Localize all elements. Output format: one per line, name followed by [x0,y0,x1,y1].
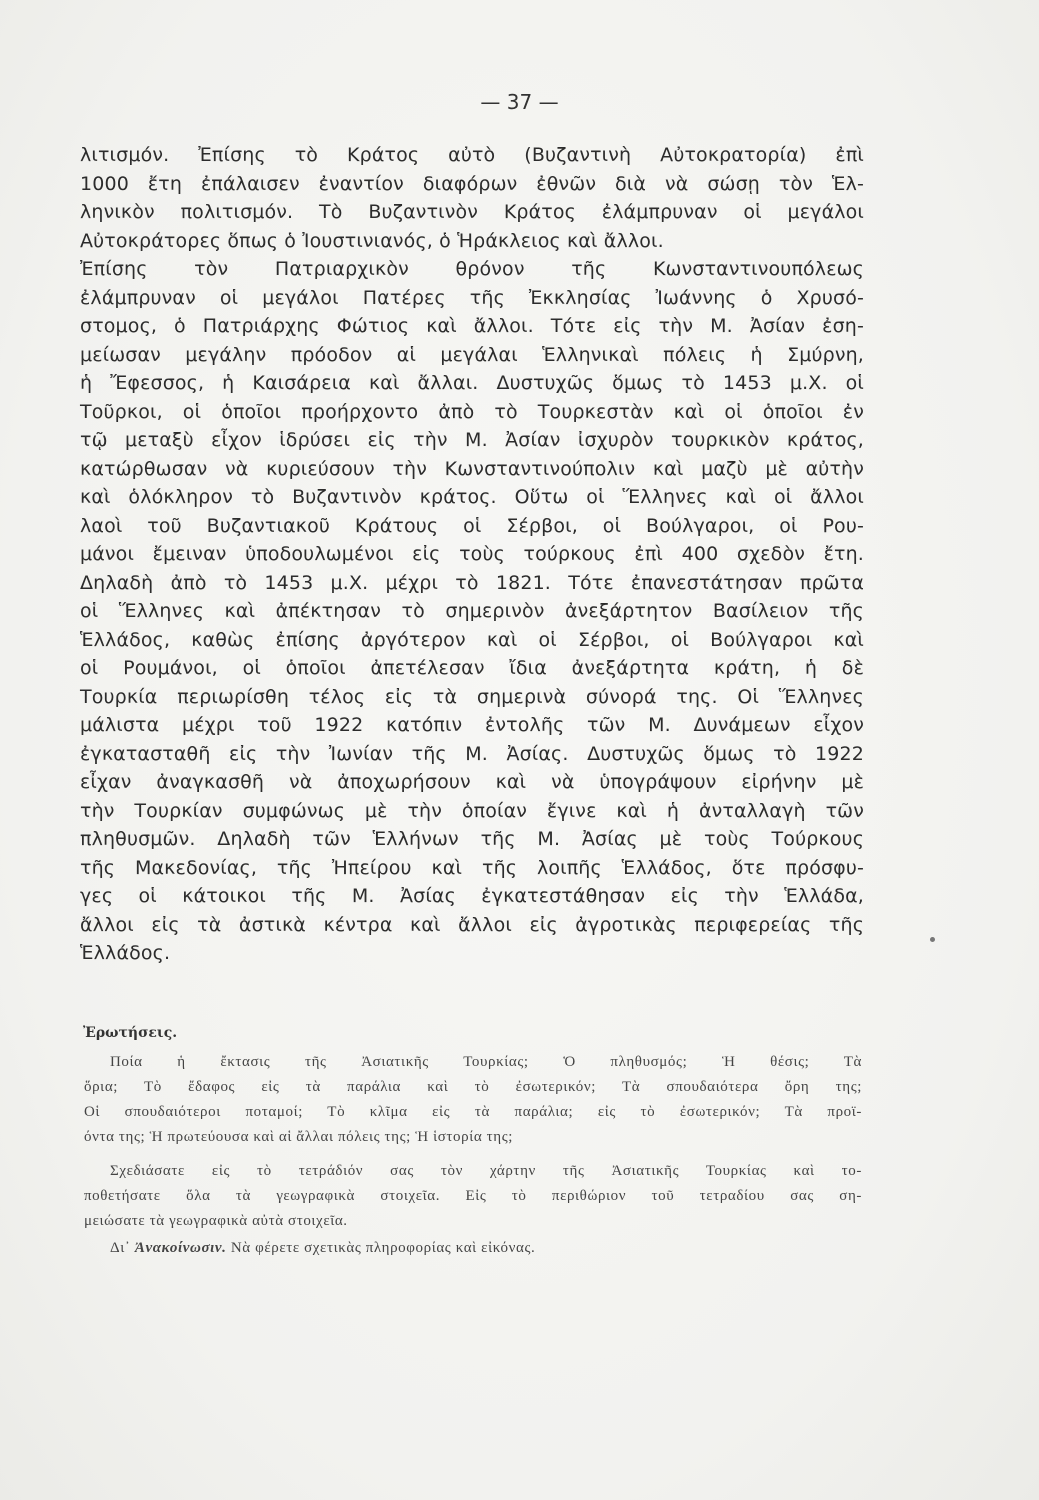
body-line: πληθυσμῶν. Δηλαδὴ τῶν Ἑλλήνων τῆς Μ. Ἀσίας μὲ τοὺς Τούρκους [80,828,864,850]
body-line: στομος, ὁ Πατριάρχης Φώτιος καὶ ἄλλοι. Τότε εἰς τὴν Μ. Ἀσίαν ἐση- [80,315,864,337]
body-line: Αὐτοκράτορες ὅπως ὁ Ἰουστινιανός, ὁ Ἡράκλειος καὶ ἄλλοι. [80,229,664,252]
body-line: οἱ Ἕλληνες καὶ ἀπέκτησαν τὸ σημερινὸν ἀνεξάρτητον Βασίλειον τῆς [80,600,864,622]
body-line: οἱ Ρουμάνοι, οἱ ὁποῖοι ἀπετέλεσαν ἴδια ἀνεξάρτητα κράτη, ἡ δὲ [80,657,864,679]
body-line: λαοὶ τοῦ Βυζαντιακοῦ Κράτους οἱ Σέρβοι, οἱ Βούλγαροι, οἱ Ρου- [80,514,864,537]
body-line: καὶ ὁλόκληρον τὸ Βυζαντινὸν κράτος. Οὕτω οἱ Ἕλληνες καὶ οἱ ἄλλοι [80,486,864,508]
announcement-prefix: Δι᾽ [110,1240,131,1256]
body-line: τὴν Τουρκίαν συμφώνως μὲ τὴν ὁποίαν ἔγινε καὶ ἡ ἀνταλλαγὴ τῶν [80,799,864,822]
announcement-emphasis: Ἀνακοίνωσιν. [134,1240,227,1256]
body-line: εἶχαν ἀναγκασθῆ νὰ ἀποχωρήσουν καὶ νὰ ὑπογράψουν εἰρήνην μὲ [80,771,864,793]
question-line: Ποία ἡ ἔκτασις τῆς Ἀσιατικῆς Τουρκίας; Ὁ πληθυσμός; Ἡ θέσις; Τὰ [110,1054,862,1070]
body-line: μείωσαν μεγάλην πρόοδον αἱ μεγάλαι Ἑλληνικαὶ πόλεις ἡ Σμύρνη, [80,343,864,366]
body-text [80,141,864,968]
question-line: ὅρια; Τὸ ἔδαφος εἰς τὰ παράλια καὶ τὸ ἐσωτερικόν; Τὰ σπουδαιότερα ὄρη της; [84,1079,862,1095]
question-line: Οἱ σπουδαιότεροι ποταμοί; Τὸ κλῖμα εἰς τὰ παράλια; εἰς τὸ ἐσωτερικόν; Τὰ προϊ- [84,1104,862,1120]
body-line: κατώρθωσαν νὰ κυριεύσουν τὴν Κωνσταντινούπολιν καὶ μαζὺ μὲ αὐτὴν [80,457,864,480]
body-line: Δηλαδὴ ἀπὸ τὸ 1453 μ.Χ. μέχρι τὸ 1821. Τότε ἐπανεστάτησαν πρῶτα [80,571,864,594]
body-line: λιτισμόν. Ἐπίσης τὸ Κράτος αὐτὸ (Βυζαντινὴ Αὐτοκρατορία) ἐπὶ [80,144,864,166]
body-line: Ἑλλάδος. [80,942,171,964]
question-line: μειώσατε τὰ γεωγραφικὰ αὐτὰ στοιχεῖα. [84,1213,348,1229]
body-line: τῆς Μακεδονίας, τῆς Ἠπείρου καὶ τῆς λοιπῆς Ἑλλάδος, ὅτε πρόσφυ- [80,856,864,879]
body-line: μάνοι ἔμειναν ὑποδουλωμένοι εἰς τοὺς τούρκους ἐπὶ 400 σχεδὸν ἔτη. [80,543,864,565]
body-line: ἡ Ἔφεσσος, ἡ Καισάρεια καὶ ἄλλαι. Δυστυχῶς ὅμως τὸ 1453 μ.Χ. οἱ [80,372,864,394]
body-line: Ἑλλάδος, καθὼς ἐπίσης ἀργότερον καὶ οἱ Σέρβοι, οἱ Βούλγαροι καὶ [80,628,864,651]
questions-heading: Ἐρωτήσεις. [83,1025,178,1041]
body-line: Τοῦρκοι, οἱ ὁποῖοι προήρχοντο ἀπὸ τὸ Τουρκεστὰν καὶ οἱ ὁποῖοι ἐν [80,400,864,423]
body-line: ἄλλοι εἰς τὰ ἀστικὰ κέντρα καὶ ἄλλοι εἰς ἀγροτικὰς περιφερείας τῆς [80,913,864,936]
questions-block [84,1050,862,1261]
body-line: ἐγκατασταθῆ εἰς τὴν Ἰωνίαν τῆς Μ. Ἀσίας. Δυστυχῶς ὅμως τὸ 1922 [80,742,864,765]
body-line: γες οἱ κάτοικοι τῆς Μ. Ἀσίας ἐγκατεστάθησαν εἰς τὴν Ἑλλάδα, [80,885,864,907]
question-line: Σχεδιάσατε εἰς τὸ τετράδιόν σας τὸν χάρτην τῆς Ἀσιατικῆς Τουρκίας καὶ το- [110,1163,862,1179]
body-line: Ἐπίσης τὸν Πατριαρχικὸν θρόνον τῆς Κωνσταντινουπόλεως [80,258,864,280]
question-line: όντα της; Ἡ πρωτεύουσα καὶ αἱ ἄλλαι πόλεις της; Ἡ ἱστορία της; [84,1129,514,1145]
body-line: 1000 ἔτη ἐπάλαισεν ἐναντίον διαφόρων ἐθνῶν διὰ νὰ σώσῃ τὸν Ἑλ- [80,172,864,195]
body-line: ληνικὸν πολιτισμόν. Τὸ Βυζαντινὸν Κράτος ἐλάμπρυναν οἱ μεγάλοι [80,201,864,223]
body-line: μάλιστα μέχρι τοῦ 1922 κατόπιν ἐντολῆς τῶν Μ. Δυνάμεων εἶχον [80,714,864,736]
announcement-line [110,1236,862,1261]
ink-smudge [930,937,935,942]
page-number: — 37 — [480,90,559,114]
question-line: ποθετήσατε ὅλα τὰ γεωγραφικὰ στοιχεῖα. Εἰς τὸ περιθώριον τοῦ τετραδίου σας ση- [84,1188,862,1204]
announcement-text: Νὰ φέρετε σχετικὰς πληροφορίας καὶ εἰκόνας. [230,1240,536,1256]
body-line: τῷ μεταξὺ εἶχον ἱδρύσει εἰς τὴν Μ. Ἀσίαν ἰσχυρὸν τουρκικὸν κράτος, [80,429,864,451]
body-line: Τουρκία περιωρίσθη τέλος εἰς τὰ σημερινὰ σύνορά της. Οἱ Ἕλληνες [80,685,864,708]
body-line: ἐλάμπρυναν οἱ μεγάλοι Πατέρες τῆς Ἐκκλησίας Ἰωάννης ὁ Χρυσό- [80,286,864,309]
